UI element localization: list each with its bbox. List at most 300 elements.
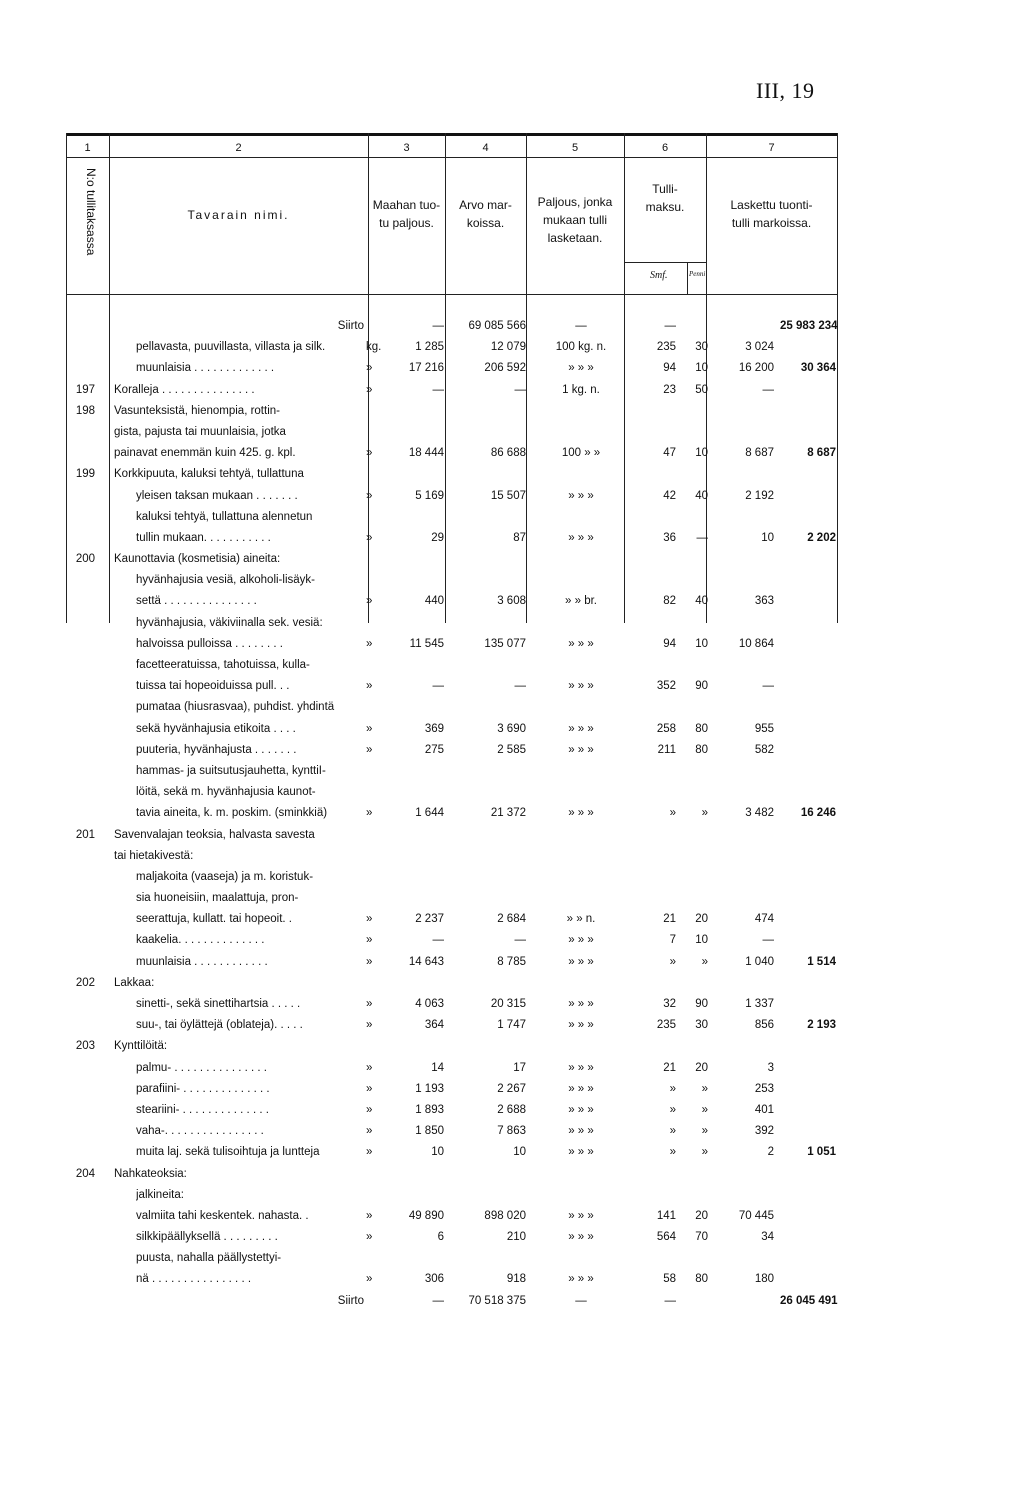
table-row [66,549,838,570]
calculated-duty: 70 445 [738,1209,774,1222]
value: 86 688 [490,447,526,460]
calculated-duty: 856 [754,1019,774,1032]
duty-cents: 10 [695,934,708,947]
col-2-heading: Tavarain nimi. [187,208,290,222]
item-name: valmiita tahi keskentek. nahasta. . [136,1209,309,1222]
table-row [66,676,838,697]
duty-rate: 352 [656,680,676,693]
duty-basis: » » » [568,680,594,693]
table-row [66,846,838,867]
duty-basis: — [575,1294,587,1307]
duty-basis: » » » [568,362,594,375]
table-row [66,719,838,740]
duty-basis: » » » [568,743,594,756]
value: — [514,934,526,947]
item-name: tullin mukaan. . . . . . . . . . . [136,531,271,544]
duty-cents: 50 [695,383,708,396]
item-name: suu-, tai öylättejä (oblateja). . . . . [136,1019,303,1032]
item-name: hammas- ja suitsutusjauhetta, kynttiI- [136,764,326,777]
unit-mark: » [366,637,373,650]
duty-basis: » » n. [566,913,596,926]
duty-rate: 94 [663,362,676,375]
unit-mark: kg. [366,341,382,354]
table-row [66,337,838,358]
duty-cents: 20 [695,913,708,926]
table-row [66,1121,838,1142]
table-row [66,1185,838,1206]
duty-cents: » [701,955,708,968]
item-name: muunlaisia . . . . . . . . . . . . [136,955,268,968]
value: 2 684 [497,913,526,926]
calculated-duty: — [762,934,774,947]
table-row [66,507,838,528]
item-number: 200 [75,553,95,566]
value: 1 747 [497,1019,526,1032]
quantity: 364 [424,1019,444,1032]
calculated-duty: 34 [761,1231,774,1244]
calculated-duty: 10 864 [738,637,774,650]
table-row [66,909,838,930]
duty-basis: » » » [568,1231,594,1244]
quantity: 1 850 [415,1125,444,1138]
value: 898 020 [484,1209,526,1222]
calculated-duty: 955 [754,722,774,735]
calculated-duty: 3 482 [745,807,774,820]
unit-mark: » [366,1209,373,1222]
unit-mark: » [366,531,373,544]
value: 87 [513,531,526,544]
duty-cents: 30 [695,341,708,354]
value: 3 608 [497,595,526,608]
duty-cents: » [701,807,708,820]
item-name: gista, pajusta tai muunlaisia, jotka [114,425,286,438]
table-row [66,888,838,909]
item-name: sekä hyvänhajusia etikoita . . . . [136,722,296,735]
item-number: 204 [75,1167,95,1180]
item-number: 197 [75,383,95,396]
unit-mark: » [366,913,373,926]
col-4-number: 4 [482,142,489,154]
item-name: Siirto [337,1294,364,1307]
item-number: 203 [75,1040,95,1053]
table-row [66,1248,838,1269]
item-name: hyvänhajusia vesiä, alkoholi-lisäyk- [136,574,315,587]
table-row [66,973,838,994]
table-row [66,1015,838,1036]
value: 206 592 [484,362,526,375]
duty-basis: » » » [568,1146,594,1159]
duty-basis: » » » [568,1061,594,1074]
table-row [66,1227,838,1248]
quantity: 6 [437,1231,444,1244]
group-total: 25 983 234 [780,320,838,332]
duty-basis: » » » [568,1082,594,1095]
table-row [66,1291,838,1312]
quantity: — [432,320,444,332]
value: — [514,680,526,693]
penni-unit-label: Penni [689,270,706,278]
table-row [66,613,838,634]
table-row [66,803,838,824]
value: — [514,383,526,396]
calculated-duty: 180 [754,1273,774,1286]
item-name: silkkipäällyksellä . . . . . . . . . [136,1231,278,1244]
col-1-heading: N:o tullitaksassa [84,168,98,256]
col-4-heading: Arvo mar- koissa. [459,198,512,230]
duty-basis: » » » [568,1019,594,1032]
col-7-number: 7 [768,142,775,154]
item-name: Nahkateoksia: [114,1167,187,1180]
calculated-duty: 2 192 [745,489,774,502]
duty-cents: 80 [695,722,708,735]
duty-basis: » » » [568,489,594,502]
quantity: 1 893 [415,1103,444,1116]
calculated-duty: 253 [754,1082,774,1095]
unit-mark: » [366,447,373,460]
table-row [66,761,838,782]
table-row [66,782,838,803]
item-name: maljakoita (vaaseja) ja m. koristuk- [136,870,314,883]
quantity: 14 [431,1061,444,1074]
unit-mark: » [366,383,373,396]
table-row [66,528,838,549]
duty-basis: » » » [568,955,594,968]
group-total: 26 045 491 [780,1294,838,1307]
item-name: puusta, nahalla päällystettyi- [136,1252,282,1265]
value: 12 079 [490,341,526,354]
duty-rate: » [669,1082,676,1095]
value: 7 863 [497,1125,526,1138]
duty-basis: 1 kg. n. [562,383,600,396]
duty-rate: 47 [663,447,676,460]
col-1-number: 1 [84,142,91,154]
value: 15 507 [490,489,526,502]
duty-basis: » » » [568,722,594,735]
duty-cents: 80 [695,1273,708,1286]
quantity: 49 890 [408,1209,444,1222]
duty-rate: 32 [663,998,676,1010]
duty-basis: — [575,320,587,332]
quantity: 306 [424,1273,444,1286]
quantity: 1 193 [415,1082,444,1095]
col-3-number: 3 [403,142,410,154]
unit-mark: » [366,362,373,375]
group-total: 30 364 [800,362,836,375]
duty-rate: 21 [663,913,676,926]
value: 21 372 [490,807,526,820]
table-row [66,867,838,888]
item-name: tuissa tai hopeoiduissa pull. . . [136,680,290,693]
duty-cents: 20 [695,1209,708,1222]
value: 69 085 566 [468,320,526,332]
table-row [66,1206,838,1227]
table-row [66,825,838,846]
unit-mark: » [366,955,373,968]
duty-rate: 21 [663,1061,676,1074]
item-name: tai hietakivestä: [114,849,194,862]
group-total: 8 687 [807,447,836,460]
item-name: Koralleja . . . . . . . . . . . . . . . [114,383,255,396]
item-number: 198 [75,404,95,417]
item-number: 199 [75,468,95,481]
table-row [66,591,838,612]
value: 2 585 [497,743,526,756]
unit-mark: » [366,595,373,608]
duty-rate: — [664,1294,676,1307]
group-total: 16 246 [800,807,836,820]
duty-basis: » » » [568,1103,594,1116]
duty-rate: 42 [663,489,676,502]
table-row [66,1100,838,1121]
col-5-heading: Paljous, jonka mukaan tulli lasketaan. [537,195,613,245]
table-row [66,401,838,422]
item-name: sinetti-, sekä sinettihartsia . . . . . [136,998,301,1010]
group-total: 1 051 [807,1146,836,1159]
unit-mark: » [366,680,373,693]
item-name: steariini- . . . . . . . . . . . . . . [136,1103,269,1116]
item-name: Kynttilöitä: [114,1040,168,1053]
quantity: 29 [431,531,444,544]
duty-cents: 80 [695,743,708,756]
duty-rate: 211 [657,743,676,756]
unit-divider [687,262,688,294]
table-row [66,952,838,973]
mark-unit-label: Smf. [650,270,668,281]
quantity: 1 285 [415,341,444,354]
quantity: 440 [424,595,444,608]
quantity: 275 [424,743,444,756]
unit-rule [624,262,706,263]
table-row [66,464,838,485]
calculated-duty: 392 [754,1125,774,1138]
duty-rate: 7 [669,934,676,947]
duty-cents: » [701,1146,708,1159]
duty-cents: 10 [695,362,708,375]
table-row [66,570,838,591]
table-row [66,1058,838,1079]
quantity: 11 545 [409,637,444,650]
quantity: 18 444 [408,447,444,460]
value: 135 077 [484,637,526,650]
duty-cents: » [701,1082,708,1095]
quantity: — [432,934,444,947]
quantity: 2 237 [415,913,444,926]
item-name: nä . . . . . . . . . . . . . . . . [136,1273,252,1286]
duty-rate: 235 [656,341,676,354]
item-name: kaakelia. . . . . . . . . . . . . . [136,934,265,947]
unit-mark: » [366,1231,373,1244]
item-name: facetteeratuissa, tahotuissa, kulla- [136,659,310,671]
duty-rate: 82 [663,595,676,608]
item-name: settä . . . . . . . . . . . . . . . [136,595,257,608]
duty-rate: » [669,807,676,820]
duty-basis: » » br. [565,595,597,608]
duty-rate: 36 [663,531,676,544]
table-row [66,655,838,676]
quantity: 369 [424,722,444,735]
value: 210 [506,1231,526,1244]
calculated-duty: 401 [754,1103,774,1116]
quantity: 1 644 [415,807,444,820]
header-number-rule [66,157,838,158]
duty-rate: 141 [656,1209,676,1222]
group-total: 2 202 [807,531,836,544]
calculated-duty: 582 [754,743,774,756]
item-name: halvoissa pulloissa . . . . . . . . [136,637,284,650]
col-3-heading: Maahan tuo- tu paljous. [372,198,441,230]
calculated-duty: 2 [767,1146,774,1159]
duty-rate: » [669,1125,676,1138]
group-total: 1 514 [807,955,836,968]
table-row [66,316,838,337]
unit-mark: » [366,1146,373,1159]
unit-mark: » [366,807,373,820]
calculated-duty: 474 [754,913,774,926]
duty-rate: 58 [663,1273,676,1286]
item-name: sia huoneisiin, maalattuja, pron- [136,892,299,905]
duty-rate: 258 [656,722,676,735]
calculated-duty: 1 040 [745,955,774,968]
item-name: muita laj. sekä tulisoihtuja ja luntteja [136,1146,320,1159]
table-body [66,316,838,1312]
table-row [66,740,838,761]
calculated-duty: 363 [754,595,774,608]
item-name: puuteria, hyvänhajusta . . . . . . . [136,743,297,756]
table-row [66,380,838,401]
unit-mark: » [366,1273,373,1286]
quantity: — [432,680,444,693]
group-total: 2 193 [807,1019,836,1032]
value: 2 267 [497,1082,526,1095]
duty-basis: » » » [568,998,594,1010]
duty-rate: » [669,1103,676,1116]
table-row [66,443,838,464]
duty-cents: » [701,1125,708,1138]
value: 2 688 [497,1103,526,1116]
quantity: — [432,1294,444,1307]
duty-basis: » » » [568,1209,594,1222]
duty-cents: 90 [695,680,708,693]
duty-basis: 100 kg. n. [555,341,607,354]
quantity: 10 [431,1146,444,1159]
item-name: seerattuja, kullatt. tai hopeoit. . [136,913,292,926]
table-row [66,1164,838,1185]
duty-basis: » » » [568,531,594,544]
quantity: — [432,383,444,396]
value: 20 315 [490,998,526,1010]
duty-cents: 30 [695,1019,708,1032]
value: 3 690 [497,722,526,735]
calculated-duty: — [762,383,774,396]
item-name: palmu- . . . . . . . . . . . . . . . [136,1061,268,1074]
quantity: 4 063 [415,998,444,1010]
table-row [66,358,838,379]
duty-cents: 20 [695,1061,708,1074]
value: 17 [513,1061,526,1074]
duty-basis: » » » [568,1273,594,1286]
duty-rate: » [669,955,676,968]
calculated-duty: 1 337 [745,998,774,1010]
item-name: Savenvalajan teoksia, halvasta savesta [114,828,315,841]
duty-cents: » [701,1103,708,1116]
duty-basis: » » » [568,1125,594,1138]
duty-cents: 10 [695,447,708,460]
quantity: 14 643 [408,955,444,968]
item-name: Siirto [337,320,364,332]
table-row [66,1036,838,1057]
item-name: vaha-. . . . . . . . . . . . . . . . [136,1125,264,1138]
item-name: Vasunteksistä, hienompia, rottin- [114,404,280,417]
table-row [66,697,838,718]
duty-basis: » » » [568,934,594,947]
item-name: Korkkipuuta, kaluksi tehtyä, tullattuna [114,468,304,481]
value: 10 [513,1146,526,1159]
item-name: pellavasta, puuvillasta, villasta ja silk. [136,341,326,354]
table-row [66,486,838,507]
unit-mark: » [366,1019,373,1032]
duty-basis: » » » [568,637,594,650]
item-name: muunlaisia . . . . . . . . . . . . . [136,362,275,375]
duty-rate: — [664,320,676,332]
table-row [66,994,838,1015]
calculated-duty: 10 [761,531,774,544]
unit-mark: » [366,934,373,947]
col-2-number: 2 [235,142,242,154]
quantity: 5 169 [415,489,444,502]
table-row [66,634,838,655]
duty-rate: 94 [663,637,676,650]
item-name: Lakkaa: [114,976,155,989]
item-name: yleisen taksan mukaan . . . . . . . [136,489,298,502]
item-name: Kaunottavia (kosmetisia) aineita: [114,553,281,566]
table-row [66,1079,838,1100]
duty-cents: 70 [695,1231,708,1244]
item-name: hyvänhajusia, väkiviinalla sek. vesiä: [136,616,323,629]
calculated-duty: 16 200 [738,362,774,375]
value: 918 [506,1273,526,1286]
unit-mark: » [366,489,373,502]
duty-basis: 100 » » [561,447,601,460]
duty-cents: 40 [695,595,708,608]
item-name: kaluksi tehtyä, tullattuna alennetun [136,510,313,523]
item-name: jalkineita: [136,1188,184,1201]
col-6-heading: Tulli- maksu. [645,182,685,214]
unit-mark: » [366,743,373,756]
duty-rate: » [669,1146,676,1159]
item-name: tavia aineita, k. m. poskim. (sminkkiä) [136,807,328,820]
calculated-duty: — [762,680,774,693]
item-name: löitä, sekä m. hyvänhajusia kaunot- [136,786,316,799]
duty-rate: 23 [663,383,676,396]
calculated-duty: 3 024 [745,341,774,354]
page-number: III, 19 [756,78,815,103]
item-name: painavat enemmän kuin 425. g. kpl. [114,447,296,460]
duty-cents: 10 [695,637,708,650]
duty-cents: 40 [695,489,708,502]
unit-mark: » [366,1082,373,1095]
duty-cents: — [696,531,708,544]
unit-mark: » [366,998,373,1010]
header-bottom-rule [66,294,838,295]
item-number: 201 [75,828,95,841]
table-row [66,422,838,443]
unit-mark: » [366,722,373,735]
item-name: pumataa (hiusrasvaa), puhdist. yhdintä [136,701,335,714]
quantity: 17 216 [408,362,444,375]
calculated-duty: 3 [767,1061,774,1074]
table-row [66,930,838,951]
duty-rate: 564 [656,1231,676,1244]
